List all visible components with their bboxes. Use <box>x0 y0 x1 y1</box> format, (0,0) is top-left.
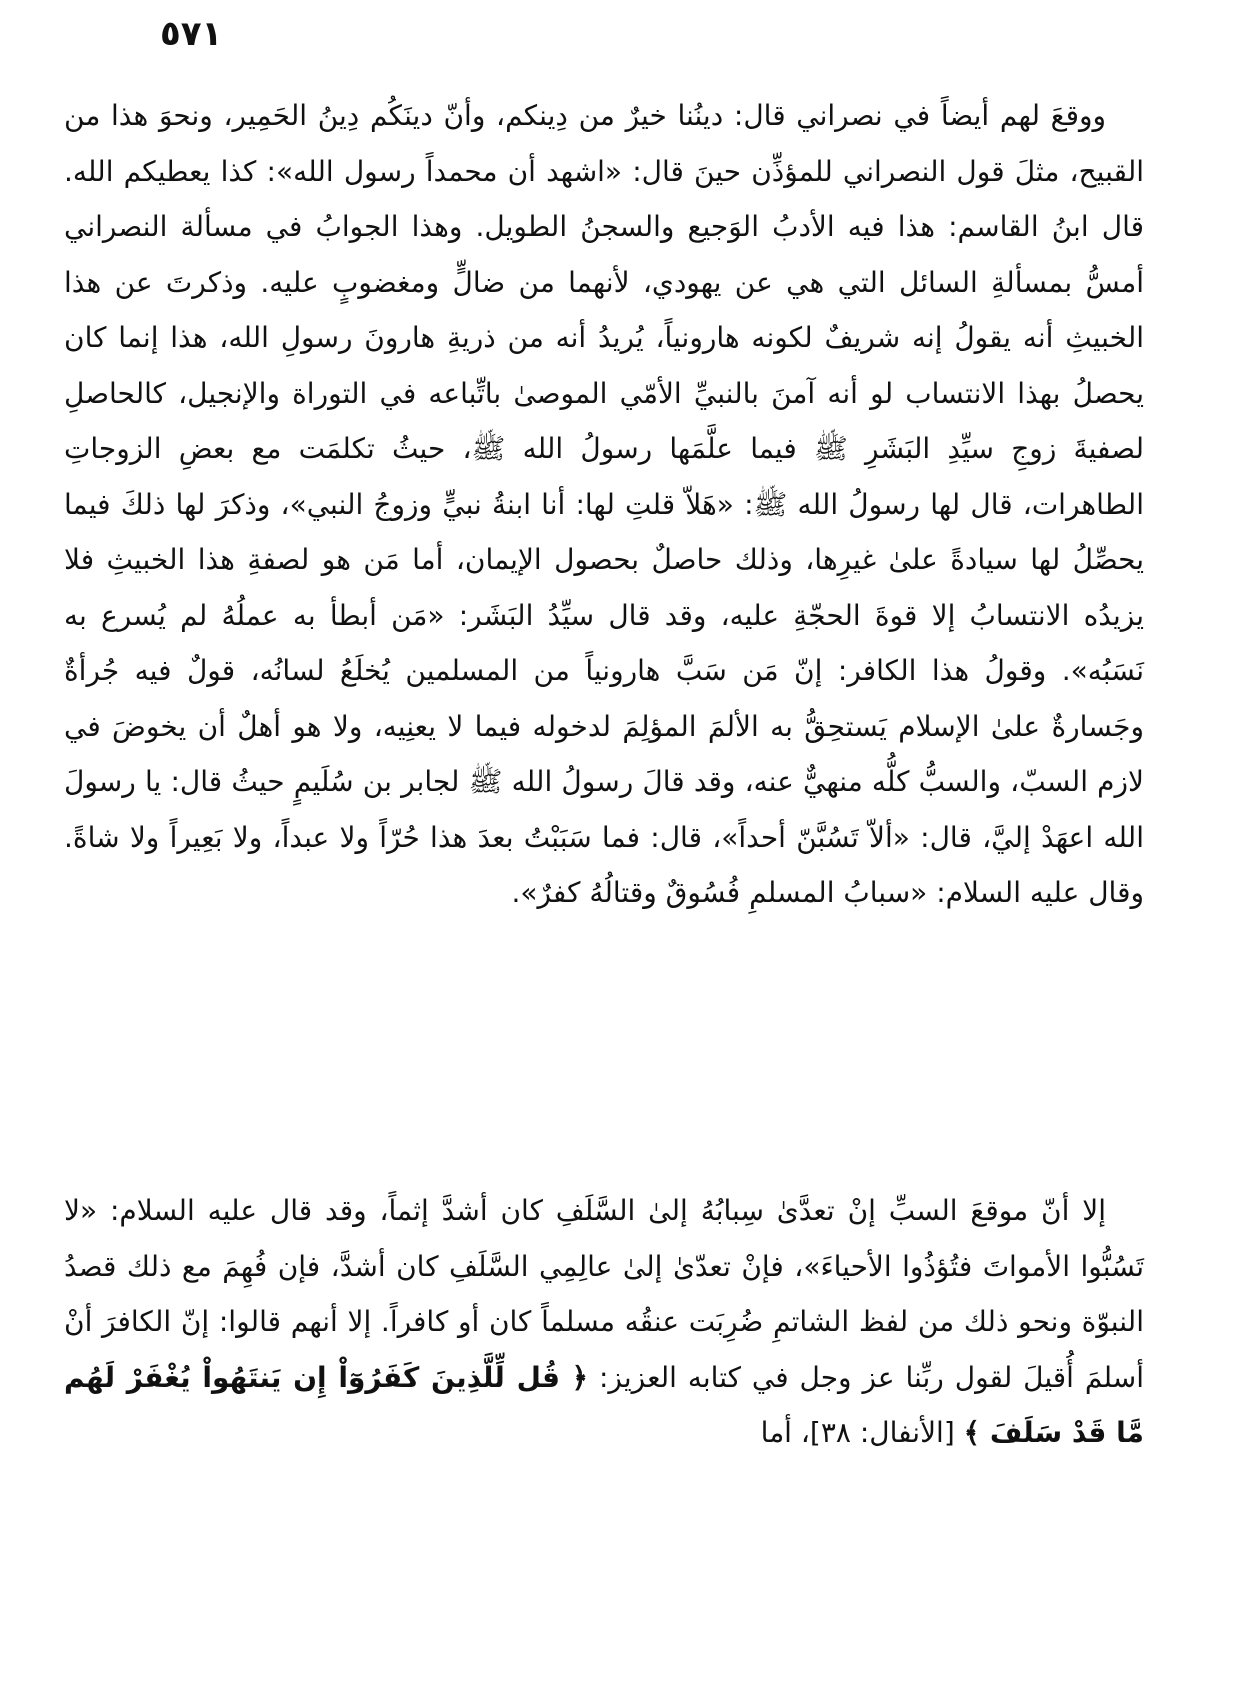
paragraph-text: إلا أنّ موقعَ السبِّ إنْ تعدَّىٰ سِبابُهُ إلىٰ السَّلَفِ كان أشدَّ إثماً، وقد قال عليه السلام: «لا تَسُبُّوا الأمواتَ فتُؤذُوا الأحياءَ»، فإنْ تعدّىٰ إلىٰ عالِمِي السَّلَفِ كان أشدَّ، فإن فُهِمَ مع ذلك قصدُ النبوّة ونحو ذلك من لفظ الشاتمِ ضُرِبَت عنقُه مسلماً كان أو كافراً. إلا أنهم قالوا: إنّ الكافرَ أنْ أسلمَ أُقيلَ لقول ربِّنا عز وجل في كتابه العزيز: <box>64 1194 1145 1394</box>
body-text-section-1 <box>64 88 1144 921</box>
paragraph <box>64 1183 1144 1461</box>
verse-reference: [الأنفال: ٣٨] <box>809 1416 955 1449</box>
paragraph: ووقعَ لهم أيضاً في نصراني قال: دينُنا خيرٌ من دِينكم، وأنّ دينَكُم دِينُ الحَمِير، ونحوَ هذا من القبيح، مثلَ قول النصراني للمؤذِّن حينَ قال: «اشهد أن محمداً رسول الله»: كذا يعطيكم الله. قال ابنُ القاسم: هذا فيه الأدبُ الوَجيع والسجنُ الطويل. وهذا الجوابُ في مسألة النصراني أمسُّ بمسألةِ السائل التي هي عن يهودي، لأنهما من ضالٍّ ومغضوبٍ عليه. وذكرتَ عن هذا الخبيثِ أنه يقولُ إنه شريفٌ لكونه هارونياً، يُريدُ أنه من ذريةِ هارونَ رسولِ الله، هذا إنما كان يحصلُ بهذا الانتساب لو أنه آمنَ بالنبيِّ الأمّي الموصىٰ باتِّباعه في التوراة والإنجيل، كالحاصلِ لصفيةَ زوجِ سيِّدِ البَشَرِ ﷺ فيما علَّمَها رسولُ الله ﷺ، حيثُ تكلمَت مع بعضِ الزوجاتِ الطاهرات، قال لها رسولُ الله ﷺ: «هَلاّ قلتِ لها: أنا ابنةُ نبيٍّ وزوجُ النبي»، وذكرَ لها ذلكَ فيما يحصِّلُ لها سيادةً علىٰ غيرِها، وذلك حاصلٌ بحصول الإيمان، أما مَن هو لصفةِ هذا الخبيثِ فلا يزيدُه الانتسابُ إلا قوةَ الحجّةِ عليه، وقد قال سيِّدُ البَشَر: «مَن أبطأ به عملُهُ لم يُسرع به نَسَبُه». وقولُ هذا الكافر: إنّ مَن سَبَّ هارونياً من المسلمين يُخلَعُ لسانُه، قولٌ فيه جُرأةٌ وجَسارةٌ علىٰ الإسلام يَستحِقُّ به الألمَ المؤلِمَ لدخوله فيما لا يعنِيه، ولا هو أهلٌ أن يخوضَ في لازم السبّ، والسبُّ كلُّه منهيٌّ عنه، وقد قالَ رسولُ الله ﷺ لجابر بن سُلَيمٍ حيثُ قال: يا رسولَ الله اعهَدْ إليَّ، قال: «ألاّ تَسُبَّنّ أحداً»، قال: فما سَبَبْتُ بعدَ هذا حُرّاً ولا عبداً، ولا بَعِيراً ولا شاةً. وقال عليه السلام: «سبابُ المسلمِ فُسُوقٌ وقتالُهُ كفرٌ». <box>64 99 1144 909</box>
body-text-section-2 <box>64 1183 1144 1461</box>
quran-verse: ﴿ قُل لِّلَّذِينَ كَفَرُوٓاْ إِن يَنتَهُواْ يُغْفَرْ لَهُم مَّا قَدْ سَلَفَ ﴾ <box>64 1360 1144 1449</box>
page-number: ٥٧١ <box>160 14 223 54</box>
paragraph-continuation: ، أما <box>760 1416 810 1449</box>
